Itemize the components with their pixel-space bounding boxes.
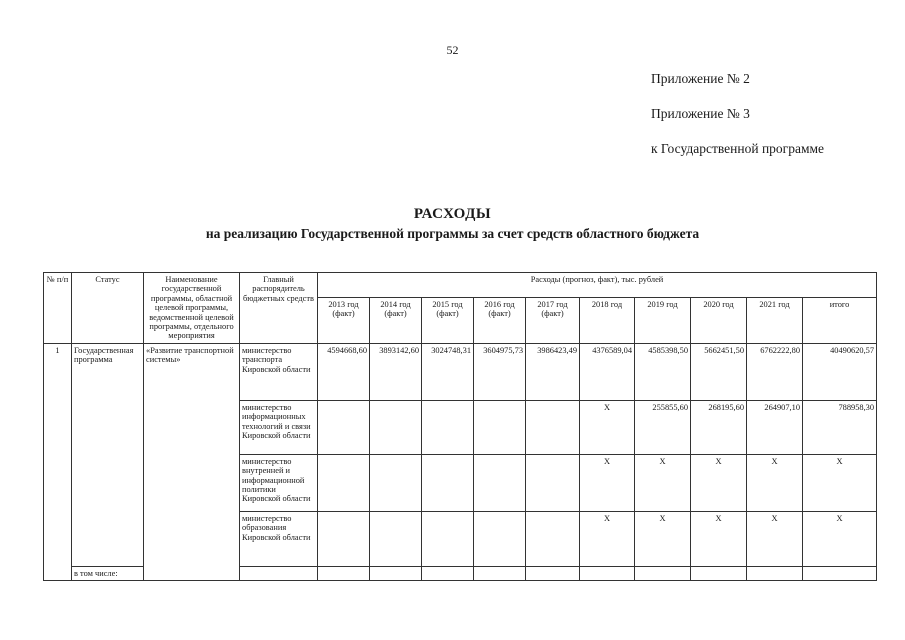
- row-manager: министерство информационных технологий и связи Кировской области: [240, 400, 318, 454]
- expenses-table: [43, 272, 877, 581]
- row-manager: министерство образования Кировской области: [240, 511, 318, 566]
- cell-empty: [803, 566, 877, 580]
- cell-value: 268195,60: [691, 400, 747, 454]
- appendix-line-1: Приложение № 2: [651, 71, 750, 86]
- cell-value: [526, 511, 580, 566]
- cell-empty: [691, 566, 747, 580]
- cell-value: 40490620,57: [803, 343, 877, 400]
- cell-value: 4585398,50: [635, 343, 691, 400]
- cell-value: [526, 454, 580, 511]
- cell-value: X: [691, 454, 747, 511]
- cell-value: 3986423,49: [526, 343, 580, 400]
- row-program-name: «Развитие транспортной системы»: [144, 343, 240, 580]
- header-year-2018: 2018 год: [580, 298, 635, 344]
- header-year-2021: 2021 год: [747, 298, 803, 344]
- cell-value: 5662451,50: [691, 343, 747, 400]
- cell-value: X: [635, 454, 691, 511]
- cell-value: 255855,60: [635, 400, 691, 454]
- header-manager: Главный распорядитель бюджетных средств: [240, 273, 318, 344]
- header-year-2020: 2020 год: [691, 298, 747, 344]
- header-year-2014: 2014 год (факт): [370, 298, 422, 344]
- header-year-2013: 2013 год (факт): [318, 298, 370, 344]
- row-manager: министерство транспорта Кировской области: [240, 343, 318, 400]
- header-year-2017: 2017 год (факт): [526, 298, 580, 344]
- cell-value: [370, 400, 422, 454]
- document-subtitle: на реализацию Государственной программы за счет средств областного бюджета: [205, 226, 700, 241]
- cell-value: [526, 400, 580, 454]
- header-year-2016: 2016 год (факт): [474, 298, 526, 344]
- cell-value: [474, 400, 526, 454]
- cell-value: [474, 511, 526, 566]
- cell-value: X: [803, 454, 877, 511]
- cell-value: [318, 511, 370, 566]
- including-label: в том числе:: [72, 566, 144, 580]
- cell-value: [422, 511, 474, 566]
- header-name: Наименование государственной программы, областной целевой программы, ведомственной целевой программы, отдельного мероприятия: [144, 273, 240, 344]
- page-number: 52: [446, 43, 459, 57]
- cell-value: [474, 454, 526, 511]
- cell-value: X: [803, 511, 877, 566]
- cell-value: [318, 454, 370, 511]
- cell-empty: [318, 566, 370, 580]
- table-header-row: [44, 273, 877, 298]
- cell-value: 788958,30: [803, 400, 877, 454]
- appendix-line-2: Приложение № 3: [651, 106, 750, 121]
- row-manager: министерство внутренней и информационной политики Кировской области: [240, 454, 318, 511]
- cell-value: 4376589,04: [580, 343, 635, 400]
- header-total: итого: [803, 298, 877, 344]
- cell-value: X: [580, 400, 635, 454]
- cell-empty: [474, 566, 526, 580]
- cell-value: [370, 454, 422, 511]
- cell-value: 3604975,73: [474, 343, 526, 400]
- header-expenses: Расходы (прогноз, факт), тыс. рублей: [318, 273, 877, 298]
- cell-value: X: [747, 511, 803, 566]
- cell-value: [318, 400, 370, 454]
- table-row: [44, 343, 877, 400]
- appendix-line-3: к Государственной программе: [651, 141, 825, 156]
- cell-empty: [526, 566, 580, 580]
- cell-empty: [747, 566, 803, 580]
- cell-value: X: [691, 511, 747, 566]
- cell-value: X: [747, 454, 803, 511]
- cell-value: X: [580, 454, 635, 511]
- cell-empty: [370, 566, 422, 580]
- cell-value: [370, 511, 422, 566]
- cell-value: [422, 400, 474, 454]
- row-status: Государственная программа: [72, 343, 144, 566]
- document-title: РАСХОДЫ: [413, 206, 492, 222]
- cell-empty: [580, 566, 635, 580]
- cell-value: 6762222,80: [747, 343, 803, 400]
- cell-value: X: [635, 511, 691, 566]
- cell-value: 4594668,60: [318, 343, 370, 400]
- cell-empty: [635, 566, 691, 580]
- header-year-2015: 2015 год (факт): [422, 298, 474, 344]
- header-num: № п/п: [44, 273, 72, 344]
- cell-value: [422, 454, 474, 511]
- cell-value: X: [580, 511, 635, 566]
- cell-value: 264907,10: [747, 400, 803, 454]
- cell-empty: [422, 566, 474, 580]
- header-status: Статус: [72, 273, 144, 344]
- row-num: 1: [44, 343, 72, 580]
- header-year-2019: 2019 год: [635, 298, 691, 344]
- cell-value: 3024748,31: [422, 343, 474, 400]
- cell-value: 3893142,60: [370, 343, 422, 400]
- cell-empty: [240, 566, 318, 580]
